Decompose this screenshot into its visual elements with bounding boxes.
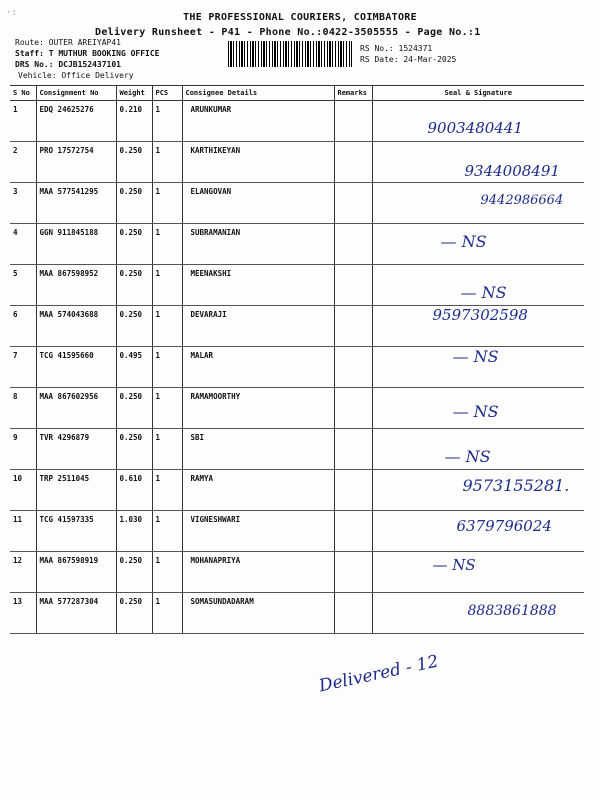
seal-signature-cell xyxy=(372,306,584,347)
handwritten-note: — NS xyxy=(444,447,491,466)
table-row xyxy=(10,470,584,511)
seal-signature-cell xyxy=(372,388,584,429)
delivered-note: Delivered - 12 xyxy=(317,651,441,697)
row-weight: 0.250 xyxy=(116,306,152,347)
seal-signature-cell xyxy=(372,552,584,593)
row-sno: 2 xyxy=(10,142,36,183)
staff-label: Staff: T MUTHUR BOOKING OFFICE xyxy=(15,49,160,58)
consignee-name: VIGNESHWARI xyxy=(182,511,334,552)
row-weight: 0.250 xyxy=(116,429,152,470)
drs-number: DRS No.: DCJB152437101 xyxy=(15,60,121,69)
handwritten-note: 9003480441 xyxy=(427,119,523,137)
remarks-cell xyxy=(334,429,372,470)
col-header-weight: Weight xyxy=(116,86,152,101)
consignee-name: ARUNKUMAR xyxy=(182,101,334,142)
vehicle-label: Vehicle: Office Delivery xyxy=(18,71,134,80)
table-row xyxy=(10,511,584,552)
consignment-number: TCG 41597335 xyxy=(36,511,116,552)
table-row xyxy=(10,552,584,593)
row-sno: 7 xyxy=(10,347,36,388)
col-header-sno: S No xyxy=(10,86,36,101)
row-pcs: 1 xyxy=(152,511,182,552)
handwritten-note: — NS xyxy=(452,402,499,421)
seal-signature-cell xyxy=(372,347,584,388)
row-pcs: 1 xyxy=(152,388,182,429)
remarks-cell xyxy=(334,593,372,634)
row-pcs: 1 xyxy=(152,224,182,265)
row-weight: 0.610 xyxy=(116,470,152,511)
row-sno: 6 xyxy=(10,306,36,347)
consignee-name: KARTHIKEYAN xyxy=(182,142,334,183)
row-sno: 4 xyxy=(10,224,36,265)
row-sno: 13 xyxy=(10,593,36,634)
row-pcs: 1 xyxy=(152,552,182,593)
remarks-cell xyxy=(334,388,372,429)
remarks-cell xyxy=(334,511,372,552)
row-pcs: 1 xyxy=(152,101,182,142)
barcode xyxy=(228,41,352,67)
consignee-name: MOHANAPRIYA xyxy=(182,552,334,593)
consignee-name: DEVARAJI xyxy=(182,306,334,347)
row-weight: 0.250 xyxy=(116,224,152,265)
row-weight: 0.250 xyxy=(116,552,152,593)
row-weight: 0.250 xyxy=(116,593,152,634)
row-sno: 1 xyxy=(10,101,36,142)
route-label: Route: OUTER AREIYAP41 xyxy=(15,38,121,47)
consignment-number: GGN 911845188 xyxy=(36,224,116,265)
rs-number: RS No.: 1524371 xyxy=(360,44,433,53)
handwritten-note: — NS xyxy=(440,232,487,251)
col-header-consignee: Consignee Details xyxy=(182,86,334,101)
seal-signature-cell xyxy=(372,142,584,183)
table-row xyxy=(10,593,584,634)
scan-speck: ·: xyxy=(6,8,17,18)
seal-signature-cell xyxy=(372,511,584,552)
handwritten-note: 6379796024 xyxy=(456,517,552,535)
consignment-number: MAA 574043688 xyxy=(36,306,116,347)
table-row xyxy=(10,347,584,388)
table-row xyxy=(10,388,584,429)
handwritten-note: — NS xyxy=(460,283,507,302)
col-header-remarks: Remarks xyxy=(334,86,372,101)
row-weight: 0.250 xyxy=(116,183,152,224)
table-row xyxy=(10,429,584,470)
table-row xyxy=(10,101,584,142)
consignee-name: RAMAMOORTHY xyxy=(182,388,334,429)
row-pcs: 1 xyxy=(152,142,182,183)
remarks-cell xyxy=(334,552,372,593)
row-pcs: 1 xyxy=(152,265,182,306)
table-row xyxy=(10,265,584,306)
consignment-number: MAA 577541295 xyxy=(36,183,116,224)
row-pcs: 1 xyxy=(152,593,182,634)
table-header-row xyxy=(10,86,584,101)
row-weight: 1.030 xyxy=(116,511,152,552)
company-title: THE PROFESSIONAL COURIERS, COIMBATORE xyxy=(183,12,417,23)
consignee-name: SBI xyxy=(182,429,334,470)
consignee-name: MEENAKSHI xyxy=(182,265,334,306)
handwritten-note: 9573155281. xyxy=(462,476,570,495)
col-header-consignment: Consignment No xyxy=(36,86,116,101)
row-sno: 9 xyxy=(10,429,36,470)
row-sno: 8 xyxy=(10,388,36,429)
seal-signature-cell xyxy=(372,183,584,224)
remarks-cell xyxy=(334,183,372,224)
table-row xyxy=(10,224,584,265)
row-weight: 0.210 xyxy=(116,101,152,142)
consignee-name: SOMASUNDADARAM xyxy=(182,593,334,634)
runsheet-table xyxy=(10,85,584,634)
remarks-cell xyxy=(334,347,372,388)
consignment-number: TRP 2511045 xyxy=(36,470,116,511)
remarks-cell xyxy=(334,265,372,306)
consignment-number: MAA 577287304 xyxy=(36,593,116,634)
handwritten-note: 9442986664 xyxy=(480,193,564,208)
row-pcs: 1 xyxy=(152,306,182,347)
consignment-number: EDQ 24625276 xyxy=(36,101,116,142)
row-sno: 10 xyxy=(10,470,36,511)
remarks-cell xyxy=(334,470,372,511)
row-weight: 0.495 xyxy=(116,347,152,388)
remarks-cell xyxy=(334,142,372,183)
remarks-cell xyxy=(334,306,372,347)
col-header-seal: Seal & Signature xyxy=(372,86,584,101)
row-sno: 3 xyxy=(10,183,36,224)
consignment-number: MAA 867598919 xyxy=(36,552,116,593)
table-row xyxy=(10,142,584,183)
seal-signature-cell xyxy=(372,593,584,634)
row-weight: 0.250 xyxy=(116,388,152,429)
consignment-number: MAA 867598952 xyxy=(36,265,116,306)
seal-signature-cell xyxy=(372,224,584,265)
seal-signature-cell xyxy=(372,470,584,511)
runsheet-subtitle: Delivery Runsheet - P41 - Phone No.:0422-3505555 - Page No.:1 xyxy=(95,27,481,38)
consignee-name: ELANGOVAN xyxy=(182,183,334,224)
table-row xyxy=(10,183,584,224)
row-sno: 11 xyxy=(10,511,36,552)
handwritten-note: — NS xyxy=(432,556,476,574)
handwritten-note: 9597302598 xyxy=(432,306,528,324)
seal-signature-cell xyxy=(372,429,584,470)
consignee-name: SUBRAMANIAN xyxy=(182,224,334,265)
col-header-pcs: PCS xyxy=(152,86,182,101)
row-pcs: 1 xyxy=(152,347,182,388)
consignment-number: TCG 41595660 xyxy=(36,347,116,388)
remarks-cell xyxy=(334,224,372,265)
consignment-number: MAA 867602956 xyxy=(36,388,116,429)
seal-signature-cell xyxy=(372,101,584,142)
handwritten-note: — NS xyxy=(452,347,499,366)
handwritten-note: 8883861888 xyxy=(467,603,557,619)
row-sno: 12 xyxy=(10,552,36,593)
row-pcs: 1 xyxy=(152,470,182,511)
row-weight: 0.250 xyxy=(116,142,152,183)
row-pcs: 1 xyxy=(152,183,182,224)
rs-date: RS Date: 24-Mar-2025 xyxy=(360,55,457,64)
consignment-number: PRO 17572754 xyxy=(36,142,116,183)
remarks-cell xyxy=(334,101,372,142)
consignee-name: RAMYA xyxy=(182,470,334,511)
table-row xyxy=(10,306,584,347)
consignment-number: TVR 4296879 xyxy=(36,429,116,470)
row-pcs: 1 xyxy=(152,429,182,470)
consignee-name: MALAR xyxy=(182,347,334,388)
row-sno: 5 xyxy=(10,265,36,306)
seal-signature-cell xyxy=(372,265,584,306)
row-weight: 0.250 xyxy=(116,265,152,306)
handwritten-note: 9344008491 xyxy=(464,162,560,180)
